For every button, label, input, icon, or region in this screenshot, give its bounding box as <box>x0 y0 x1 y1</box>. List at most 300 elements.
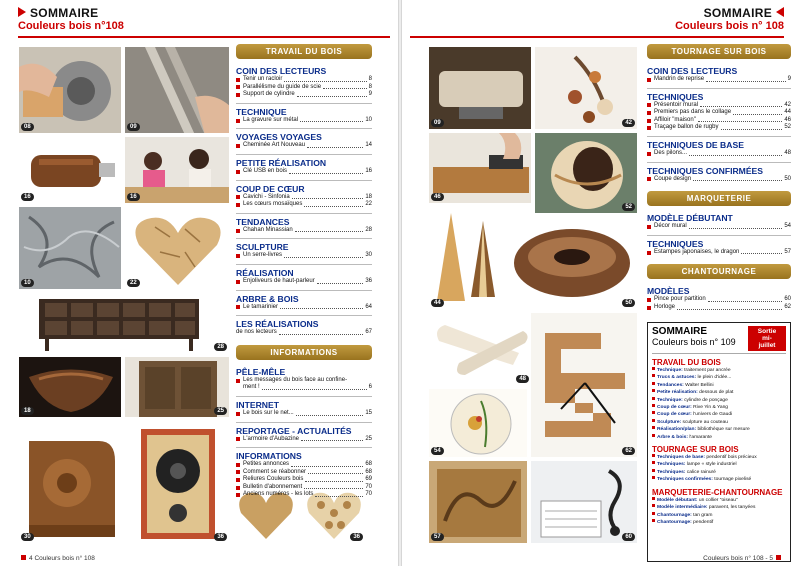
toc-entry <box>236 377 372 385</box>
photo-pince-partition <box>530 460 638 544</box>
toc-entry-label: Décor mural <box>654 223 687 230</box>
photo-badge: 54 <box>431 447 444 455</box>
next-group-title: MARQUETERIE-CHANTOURNAGE <box>652 487 783 497</box>
left-header <box>18 6 124 32</box>
toc-section-title: REPORTAGE - ACTUALITÉS <box>236 425 352 436</box>
dot-leader <box>284 257 363 258</box>
next-item-value: traitement par ancrée <box>682 368 731 373</box>
photo-sinfonia <box>18 356 122 418</box>
next-item-key: Techniques de base: <box>657 455 706 461</box>
photo-armoire-aubazine <box>124 356 230 418</box>
toc-section <box>647 63 791 84</box>
next-item <box>652 469 786 476</box>
bullet-icon <box>647 251 651 255</box>
photo-pilons <box>428 312 532 386</box>
footer-square-icon <box>21 555 26 560</box>
toc-entry <box>647 76 791 84</box>
toc-section-title: TECHNIQUES DE BASE <box>647 139 744 150</box>
dot-leader <box>297 96 367 97</box>
toc-page-number: 70 <box>365 483 372 490</box>
sections-informations <box>236 364 372 499</box>
dot-leader <box>733 114 782 115</box>
toc-entry <box>236 201 372 209</box>
toc-entry <box>236 194 372 202</box>
next-item-key: Techniques confirmées: <box>657 477 713 483</box>
toc-entry <box>236 76 372 84</box>
toc-entry-label: Tenir un racloir <box>243 76 283 82</box>
toc-section-title: ARBRE & BOIS <box>236 293 299 304</box>
right-page-number: 5 <box>769 555 773 562</box>
toc-section-title: RÉALISATION <box>236 267 294 278</box>
bullet-icon <box>236 78 240 82</box>
bullet-icon <box>236 493 240 497</box>
photo-badge: 60 <box>622 533 635 541</box>
next-item-value: Rive Yin & Yang <box>691 405 729 411</box>
next-item-key: Coup de cœur: <box>657 412 692 418</box>
bullet-icon <box>236 203 240 207</box>
release-badge: Sortie mi- juillet <box>748 326 786 351</box>
photo-usb-key <box>18 136 122 204</box>
toc-entry-label: de nos lecteurs <box>236 329 277 336</box>
photo-badge: 25 <box>214 407 227 415</box>
left-page-number: 4 <box>29 555 33 562</box>
dot-leader <box>308 473 363 474</box>
toc-section <box>236 213 372 235</box>
dot-leader <box>284 81 366 82</box>
toc-section-title: TENDANCES <box>236 216 290 227</box>
next-item-key: Chantournage: <box>657 519 692 525</box>
bullet-icon <box>652 519 655 522</box>
next-item-value: Walter Bellini <box>683 382 714 388</box>
left-page <box>0 0 398 566</box>
sections-marqueterie <box>647 210 791 256</box>
sections-chantournage <box>647 283 791 311</box>
toc-page-number: 15 <box>365 409 372 416</box>
bullet-icon <box>236 144 240 148</box>
toc-entry <box>236 476 372 484</box>
dot-leader <box>317 283 364 284</box>
next-item <box>652 504 786 511</box>
toc-page-number: 52 <box>784 124 791 131</box>
photo-saw-guide <box>124 46 230 134</box>
toc-entry <box>236 278 372 286</box>
next-item <box>652 519 786 526</box>
next-item <box>652 397 786 404</box>
sections-travail-du-bois <box>236 63 372 337</box>
photo-badge: 09 <box>127 123 140 131</box>
toc-section-title: TECHNIQUE <box>236 106 287 117</box>
dot-leader <box>295 231 364 232</box>
toc-section-title: COIN DES LECTEURS <box>236 66 327 76</box>
toc-entry-label: Enjoliveurs de haut-parleur <box>243 277 315 284</box>
toc-page-number: 42 <box>784 101 791 108</box>
photo-badge: 10 <box>21 279 34 287</box>
toc-entry <box>236 91 372 99</box>
toc-section-title: INFORMATIONS <box>236 451 302 462</box>
toc-entry-label: Petites annonces <box>243 461 290 468</box>
left-header-title: SOMMAIRE <box>18 6 124 20</box>
next-item-value: tournage pixelisé <box>712 477 752 483</box>
photo-badge: 50 <box>622 299 635 307</box>
next-item-value: sculpture au couteau <box>681 419 728 425</box>
photo-badge: 18 <box>21 407 34 415</box>
next-item-key: Coup de cœur: <box>657 405 692 411</box>
photo-cabinet-minassian <box>18 292 230 354</box>
bullet-icon <box>236 305 240 309</box>
toc-page-number: 64 <box>365 303 372 310</box>
next-item <box>652 434 786 441</box>
toc-page-number: 9 <box>368 91 372 98</box>
toc-entry <box>236 469 372 477</box>
toc-section-title: TECHNIQUES <box>647 238 704 249</box>
dot-leader <box>323 88 367 89</box>
toc-section <box>647 283 791 311</box>
photo-badge: 44 <box>431 299 444 307</box>
dot-leader <box>741 253 782 254</box>
toc-section <box>236 180 372 209</box>
next-group-title: TOURNAGE SUR BOIS <box>652 445 739 455</box>
footer-square-icon <box>776 555 781 560</box>
toc-entry <box>647 150 791 158</box>
toc-section <box>236 290 372 312</box>
bullet-icon <box>236 379 240 383</box>
next-item <box>652 512 786 519</box>
photo-badge: 48 <box>516 375 529 383</box>
photo-rugby-ball <box>534 132 638 214</box>
banner-travail-du-bois: TRAVAIL DU BOIS <box>236 44 372 59</box>
bullet-icon <box>652 434 655 437</box>
left-footer-text: Couleurs bois n° 108 <box>34 555 95 562</box>
photo-badge: 42 <box>622 119 635 127</box>
toc-entry-label: Anciens numéros - les lots <box>243 491 314 498</box>
arrow-right-icon <box>18 7 26 17</box>
bullet-icon <box>652 504 655 507</box>
dot-leader <box>315 496 363 497</box>
right-header-rule <box>410 36 784 38</box>
toc-section <box>236 315 372 337</box>
bullet-icon <box>647 119 651 123</box>
photo-metal-engraving <box>18 206 122 290</box>
photo-badge: 08 <box>21 123 34 131</box>
bullet-icon <box>236 470 240 474</box>
photo-horloge <box>530 312 638 458</box>
toc-page-number: 25 <box>365 435 372 442</box>
next-item-key: Technique: <box>657 368 683 373</box>
dot-leader <box>291 466 363 467</box>
toc-page-number: 14 <box>365 142 372 149</box>
next-item <box>652 426 786 433</box>
bullet-icon <box>647 111 651 115</box>
toc-page-number: 9 <box>787 76 791 82</box>
next-item <box>652 411 786 418</box>
toc-entry-label: Reliures Couleurs bois <box>243 476 304 483</box>
next-item-value: un collier "oiseau" <box>697 497 738 503</box>
photo-decor-mural <box>428 388 528 458</box>
next-item <box>652 404 786 411</box>
toc-entry-label: Parallélisme du guide de scie <box>243 83 322 90</box>
bullet-icon <box>652 411 655 414</box>
banner-informations: INFORMATIONS <box>236 345 372 360</box>
toc-entry <box>236 461 372 469</box>
right-header-issue: Couleurs bois n° 108 <box>675 20 784 32</box>
bullet-icon <box>647 225 651 229</box>
dot-leader <box>292 198 364 199</box>
next-item-value: cylindre de ponçage <box>682 397 728 403</box>
toc-section <box>236 264 372 286</box>
toc-page-number: 70 <box>365 491 372 498</box>
toc-entry-label: ment ! <box>243 384 260 391</box>
next-item <box>652 461 786 468</box>
dot-leader <box>721 129 783 130</box>
toc-page-number: 36 <box>365 277 372 284</box>
toc-entry <box>647 102 791 110</box>
sections-tournage-sur-bois <box>647 63 791 183</box>
bullet-icon <box>236 170 240 174</box>
photo-mandrin <box>428 46 532 130</box>
toc-page-number: 6 <box>368 384 372 391</box>
toc-section-title: MODÈLES <box>647 286 690 297</box>
next-item-key: Arbre & bois: <box>657 434 688 440</box>
next-item-value: le plein d'idée... <box>696 375 732 381</box>
next-item <box>652 367 786 374</box>
next-group-title: TRAVAIL DU BOIS <box>652 358 721 367</box>
bullet-icon <box>652 389 655 392</box>
dot-leader <box>304 488 363 489</box>
toc-entry <box>236 384 372 392</box>
toc-section <box>236 422 372 444</box>
toc-page-number: 62 <box>784 303 791 310</box>
dot-leader <box>304 206 363 207</box>
next-item-key: Modèle intermédiaire: <box>657 505 708 511</box>
next-item <box>652 382 786 389</box>
next-item-key: Petite réalisation: <box>657 390 698 396</box>
toc-entry <box>236 84 372 92</box>
toc-entry <box>236 410 372 418</box>
toc-entry-label: Chahan Minassian <box>243 226 293 233</box>
toc-entry <box>647 176 791 184</box>
next-item-value: calice rainuré <box>685 469 716 475</box>
photo-speaker <box>124 420 230 544</box>
dot-leader <box>708 301 783 302</box>
bullet-icon <box>236 437 240 441</box>
toc-page-number: 16 <box>365 167 372 174</box>
toc-section <box>647 88 791 132</box>
next-item-value: l'amarante <box>687 434 713 440</box>
toc-page-number: 46 <box>784 116 791 123</box>
bullet-icon <box>647 126 651 130</box>
toc-section <box>647 235 791 257</box>
next-item <box>652 476 786 483</box>
photo-badge: 30 <box>21 533 34 541</box>
next-item-key: Tendances: <box>657 382 684 388</box>
bullet-icon <box>647 298 651 302</box>
toc-section-title: INTERNET <box>236 399 279 410</box>
next-item-value: l'univers de Gaudi <box>691 412 733 418</box>
bullet-icon <box>236 229 240 233</box>
dot-leader <box>689 228 783 229</box>
toc-page-number: 69 <box>365 476 372 483</box>
toc-entry-label: L'armoire d'Aubazine <box>243 435 299 442</box>
arrow-left-icon <box>776 7 784 17</box>
bullet-icon <box>647 177 651 181</box>
right-footer: Couleurs bois n° 108 - 5 <box>703 555 784 562</box>
toc-entry-label: Pince pour partition <box>654 296 706 303</box>
next-item-value: bibliothèque sur mesure <box>696 427 750 433</box>
toc-section-title: COIN DES LECTEURS <box>647 66 738 76</box>
toc-page-number: 57 <box>784 248 791 255</box>
left-footer <box>18 555 95 562</box>
next-item-value: pendentif bois précieux <box>705 455 757 461</box>
toc-section <box>236 238 372 260</box>
toc-entry <box>647 223 791 231</box>
toc-page-number: 44 <box>784 109 791 116</box>
photo-affiloir <box>428 132 532 204</box>
toc-entry <box>647 304 791 312</box>
toc-page-number: 60 <box>784 296 791 303</box>
dot-leader <box>279 334 364 335</box>
toc-section <box>647 136 791 158</box>
toc-entry <box>236 436 372 444</box>
bullet-icon <box>652 397 655 400</box>
toc-section <box>236 364 372 392</box>
left-contents-column <box>236 44 372 499</box>
toc-entry-label: Affiloir "maison" <box>654 116 696 123</box>
toc-entry-label: Support de cylindre <box>243 91 295 98</box>
toc-entry-label: La gravure sur métal <box>243 116 299 123</box>
bullet-icon <box>652 454 655 457</box>
toc-entry <box>647 249 791 257</box>
toc-section-title: TECHNIQUES CONFIRMÉES <box>647 165 764 176</box>
toc-section-title: PÊLE-MÊLE <box>236 366 286 377</box>
bullet-icon <box>236 85 240 89</box>
toc-page-number: 8 <box>368 76 372 82</box>
bullet-icon <box>652 419 655 422</box>
toc-page-number: 68 <box>365 468 372 475</box>
photo-grinder <box>18 46 122 134</box>
toc-entry <box>236 227 372 235</box>
bullet-icon <box>652 382 655 385</box>
next-issue-groups <box>652 358 786 526</box>
dot-leader <box>301 440 363 441</box>
bullet-icon <box>652 512 655 515</box>
toc-entry-label: Bulletin d'abonnement <box>243 483 303 490</box>
right-footer-text: Couleurs bois n° 108 <box>703 555 764 562</box>
next-issue-title: SOMMAIRE <box>652 326 707 337</box>
toc-entry <box>236 168 372 176</box>
photo-badge: 16 <box>21 193 34 201</box>
next-item <box>652 497 786 504</box>
toc-entry-label: Estampes japonaises, le dragon <box>654 248 740 255</box>
next-item-key: Techniques: <box>657 462 686 468</box>
toc-entry <box>236 491 372 499</box>
toc-entry-label: Traçage ballon de rugby <box>654 124 719 131</box>
bullet-icon <box>652 374 655 377</box>
toc-section <box>236 396 372 418</box>
toc-entry-label: Clé USB en bois <box>243 167 288 174</box>
toc-entry-label: Les messages du bois face au confine- <box>243 376 348 383</box>
toc-section-title: COUP DE CŒUR <box>236 183 305 194</box>
toc-section-title: MODÈLE DÉBUTANT <box>647 213 733 224</box>
right-header-title: SOMMAIRE <box>675 6 784 20</box>
toc-page-number: 10 <box>365 116 372 123</box>
toc-entry-label: Mandrin de reprise <box>654 76 705 82</box>
next-item <box>652 389 786 396</box>
dot-leader <box>706 81 786 82</box>
next-item <box>652 374 786 381</box>
toc-entry <box>236 252 372 260</box>
dot-leader <box>693 180 782 181</box>
toc-entry <box>647 124 791 132</box>
right-page <box>402 0 800 566</box>
photo-estampes-dragon <box>428 460 528 544</box>
bullet-icon <box>652 497 655 500</box>
dot-leader <box>689 155 782 156</box>
dot-leader <box>700 106 782 107</box>
toc-entry <box>647 296 791 304</box>
photo-badge: 36 <box>214 533 227 541</box>
bullet-icon <box>652 426 655 429</box>
photo-heart-mosaic <box>124 206 230 290</box>
banner-marqueterie: MARQUETERIE <box>647 191 791 206</box>
toc-section <box>236 128 372 150</box>
bullet-icon <box>647 306 651 310</box>
bullet-icon <box>236 412 240 416</box>
toc-section-title: LES RÉALISATIONS <box>236 319 319 330</box>
next-item-key: Techniques: <box>657 469 686 475</box>
dot-leader <box>677 309 782 310</box>
photo-presentoir <box>534 46 638 130</box>
toc-entry-label: Le bois sur le net... <box>243 409 294 416</box>
toc-entry-label: Des pilons... <box>654 149 688 156</box>
photo-collage-cones <box>428 206 502 310</box>
bullet-icon <box>236 93 240 97</box>
photo-coupe-design <box>504 216 638 310</box>
dot-leader <box>296 415 364 416</box>
next-item-key: Trucs & astuces: <box>657 375 697 381</box>
photo-badge: 62 <box>622 447 635 455</box>
toc-entry <box>236 304 372 312</box>
toc-page-number: 48 <box>784 149 791 156</box>
toc-section <box>236 63 372 99</box>
toc-entry-label: Coupe design <box>654 175 692 182</box>
bullet-icon <box>652 367 655 370</box>
toc-section-title: TECHNIQUES <box>647 91 704 102</box>
photo-badge: 28 <box>214 343 227 351</box>
bullet-icon <box>647 103 651 107</box>
next-issue-box <box>647 322 791 562</box>
toc-entry <box>236 142 372 150</box>
toc-entry-label: Les cœurs mosaïques <box>243 201 303 208</box>
toc-section <box>236 154 372 176</box>
bullet-icon <box>652 469 655 472</box>
toc-page-number: 68 <box>365 461 372 468</box>
toc-entry <box>236 329 372 337</box>
dot-leader <box>262 389 367 390</box>
bullet-icon <box>647 78 651 82</box>
toc-entry <box>647 109 791 117</box>
toc-section <box>647 210 791 231</box>
toc-entry-label: Premiers pas dans le collage <box>654 109 732 116</box>
toc-page-number: 8 <box>368 83 372 90</box>
next-item-value: paravent, les tanyées <box>707 505 756 511</box>
photo-kids-mosaic <box>124 136 230 204</box>
bullet-icon <box>652 461 655 464</box>
toc-entry-label: Cheminée Art Nouveau <box>243 142 306 149</box>
toc-entry <box>236 484 372 492</box>
toc-section <box>236 103 372 125</box>
toc-section-title: SCULPTURE <box>236 242 289 253</box>
bullet-icon <box>647 152 651 156</box>
